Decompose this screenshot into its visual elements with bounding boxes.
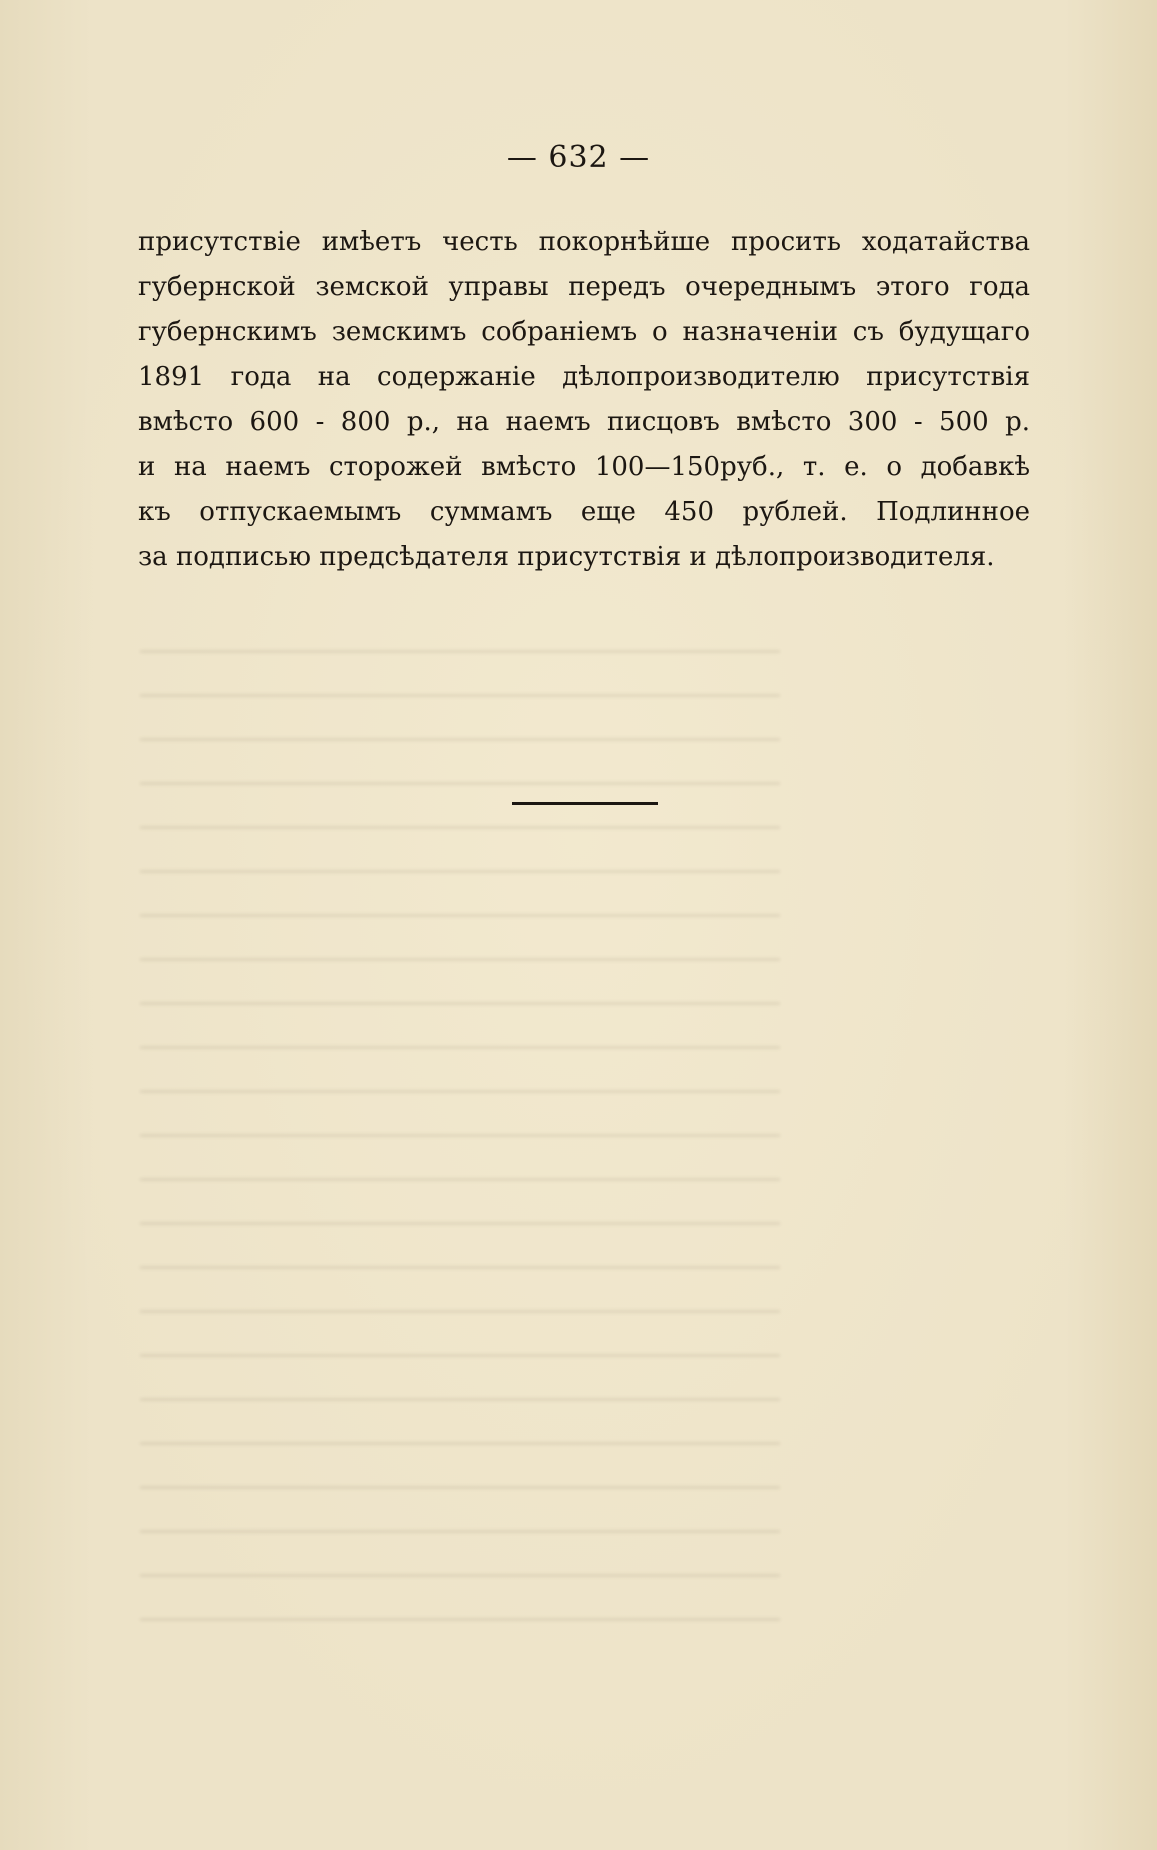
text-line: вмѣсто 600 - 800 р., на наемъ писцовъ вмѣсто 300 - 500 р. (138, 407, 1030, 437)
bleed-through-text (140, 620, 780, 1640)
text-line: губернскимъ земскимъ собраніемъ о назначеніи съ будущаго (138, 317, 1030, 347)
text-line: присутствіе имѣетъ честь покорнѣйше просить ходатайства (138, 227, 1030, 257)
body-paragraph (138, 220, 1030, 580)
text-line: губернской земской управы передъ очереднымъ этого года (138, 272, 1030, 302)
text-line: и на наемъ сторожей вмѣсто 100—150руб., т. е. о добавкѣ (138, 452, 1030, 482)
text-line: 1891 года на содержаніе дѣлопроизводителю присутствія (138, 362, 1030, 392)
text-line: за подписью предсѣдателя присутствія и дѣлопроизводителя. (138, 542, 995, 572)
text-line: къ отпускаемымъ суммамъ еще 450 рублей. Подлинное (138, 497, 1030, 527)
page-number: — 632 — (506, 140, 651, 175)
section-divider (512, 802, 658, 805)
